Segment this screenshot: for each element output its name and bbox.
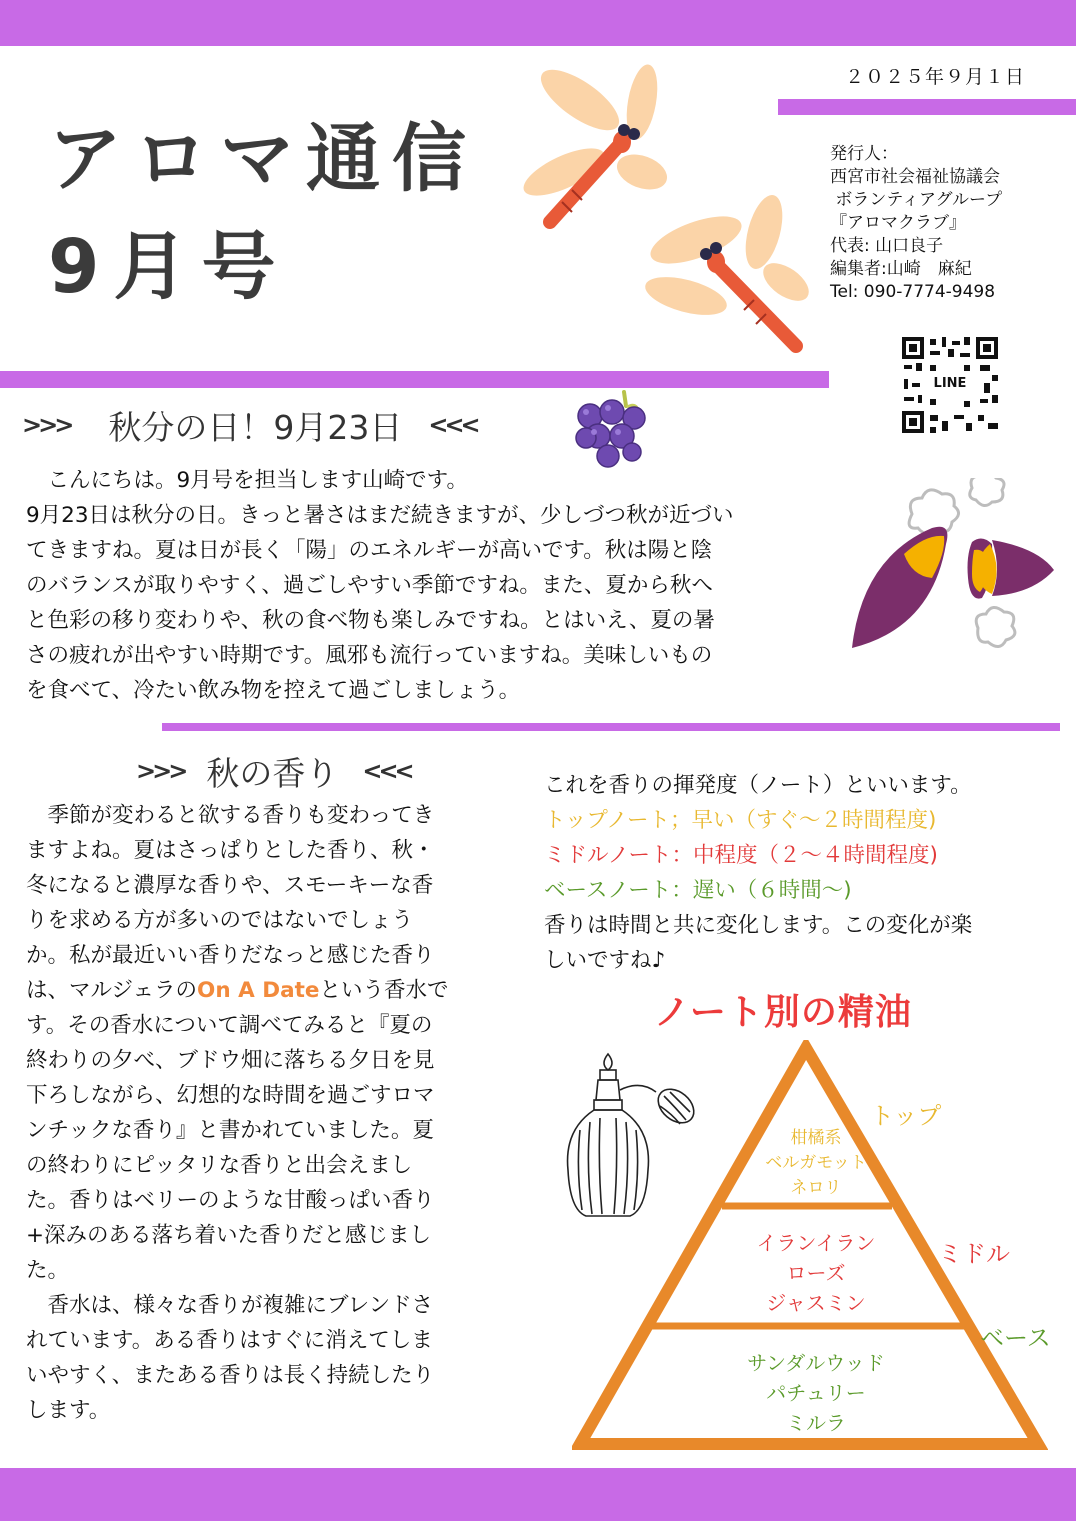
notes-list: [544, 768, 1064, 978]
section1-body: こんにちは。9月号を担当します山崎です。 9月23日は秋分の日。きっと暑さはまだ続きますが、少しづつ秋が近づい てきますね。夏は日が長く「陽」のエネルギーが高いです。秋は陽と陰 のバランスが取りやすく、過ごしやすい季節ですね。また、夏から秋へ と色彩の移り変わりや、秋の食べ物も楽しみですね。とはいえ、夏の暑 さの疲れが出やすい時期です。風邪も流行っていますね。美味しいもの を食べて、冷たい飲み物を控えて過ごしましょう。: [26, 468, 734, 703]
chevron-right-icon: >>>: [136, 757, 185, 785]
section1-top-bar: [0, 371, 829, 388]
section1-heading: [22, 400, 477, 450]
top-banner-bar: [0, 0, 1076, 46]
section2-body-part1: 季節が変わると欲する香りも変わってき ますよね。夏はさっぱりとした香り、秋・ 冬になると濃厚な香りや、スモーキーな香 りを求める方が多いのではないでしょう か。私が最近いい香りだなっと感じた香り は、マルジェラの: [26, 803, 435, 1003]
qr-code-icon[interactable]: [900, 335, 1000, 435]
newsletter-title: アロマ通信: [48, 116, 478, 202]
base-note-line: ベースノート：遅い（６時間～): [544, 878, 852, 903]
chevron-left-icon: <<<: [362, 757, 411, 785]
notes-outro: 香りは時間と共に変化します。この変化が楽 しいですね♪: [544, 913, 973, 973]
base-note-label: ベース: [980, 1324, 1051, 1352]
qr-line-label: LINE: [933, 376, 967, 391]
publisher-group: ボランティアグループ: [830, 190, 1003, 210]
section2-top-bar: [162, 723, 1060, 731]
pyramid-title: ノート別の精油: [654, 992, 912, 1033]
middle-note-line: ミドルノート：中程度（２～４時間程度): [544, 843, 938, 868]
publisher-info: [830, 143, 1070, 304]
publisher-editor: 編集者:山崎 麻紀: [830, 259, 972, 279]
section2-title: 秋の香り: [206, 753, 339, 793]
top-oils-list: 柑橘系 ベルガモット ネロリ: [765, 1128, 867, 1198]
section1-title: 秋分の日！9月23日: [108, 407, 403, 447]
publisher-label: 発行人：: [830, 144, 898, 164]
section2-body-part2: という香水で す。その香水について調べてみると『夏の 終わりの夕べ、ブドウ畑に落ちる夕日を見 下ろしながら、幻想的な時間を過ごすロマ ンチックな香り』と書かれていました。夏 の終わりにピッタリな香りと出会えまし た。香りはベリーのような甘酸っぱい香り +深みのある落ち着いた香りだと感じまし た。 香水は、様々な香りが複雑にブレンドさ れています。ある香りはすぐに消えてしま いやすく、またある香りは長く持続したり します。: [26, 978, 449, 1423]
dragonfly-icon: [636, 192, 816, 362]
bottom-banner-bar: [0, 1468, 1076, 1521]
top-note-label: トップ: [870, 1102, 942, 1130]
section2-heading: [136, 747, 411, 795]
date-underline: [778, 99, 1076, 115]
top-note-line: トップノート；早い（すぐ～２時間程度): [544, 808, 937, 833]
publisher-org: 西宮市社会福祉協議会: [830, 167, 1000, 187]
section2-body: [26, 798, 526, 1428]
chevron-left-icon: <<<: [428, 411, 477, 439]
base-oils-list: サンダルウッド パチュリー ミルラ: [747, 1351, 885, 1435]
notes-intro: これを香りの揮発度（ノート）といいます。: [544, 773, 972, 798]
middle-note-label: ミドル: [938, 1240, 1010, 1268]
issue-number: 9月号: [48, 224, 290, 310]
middle-oils-list: イランイラン ローズ ジャスミン: [756, 1231, 876, 1315]
issue-date: ２０２５年９月１日: [845, 66, 1026, 88]
publisher-representative: 代表: 山口良子: [830, 236, 944, 256]
perfume-name-highlight: On A Date: [197, 978, 320, 1003]
publisher-phone: Tel: 090-7774-9498: [830, 282, 996, 302]
publisher-club: 『アロマクラブ』: [830, 213, 966, 233]
chevron-right-icon: >>>: [22, 411, 71, 439]
sweet-potato-icon: [842, 478, 1062, 678]
grapes-icon: [572, 388, 654, 474]
